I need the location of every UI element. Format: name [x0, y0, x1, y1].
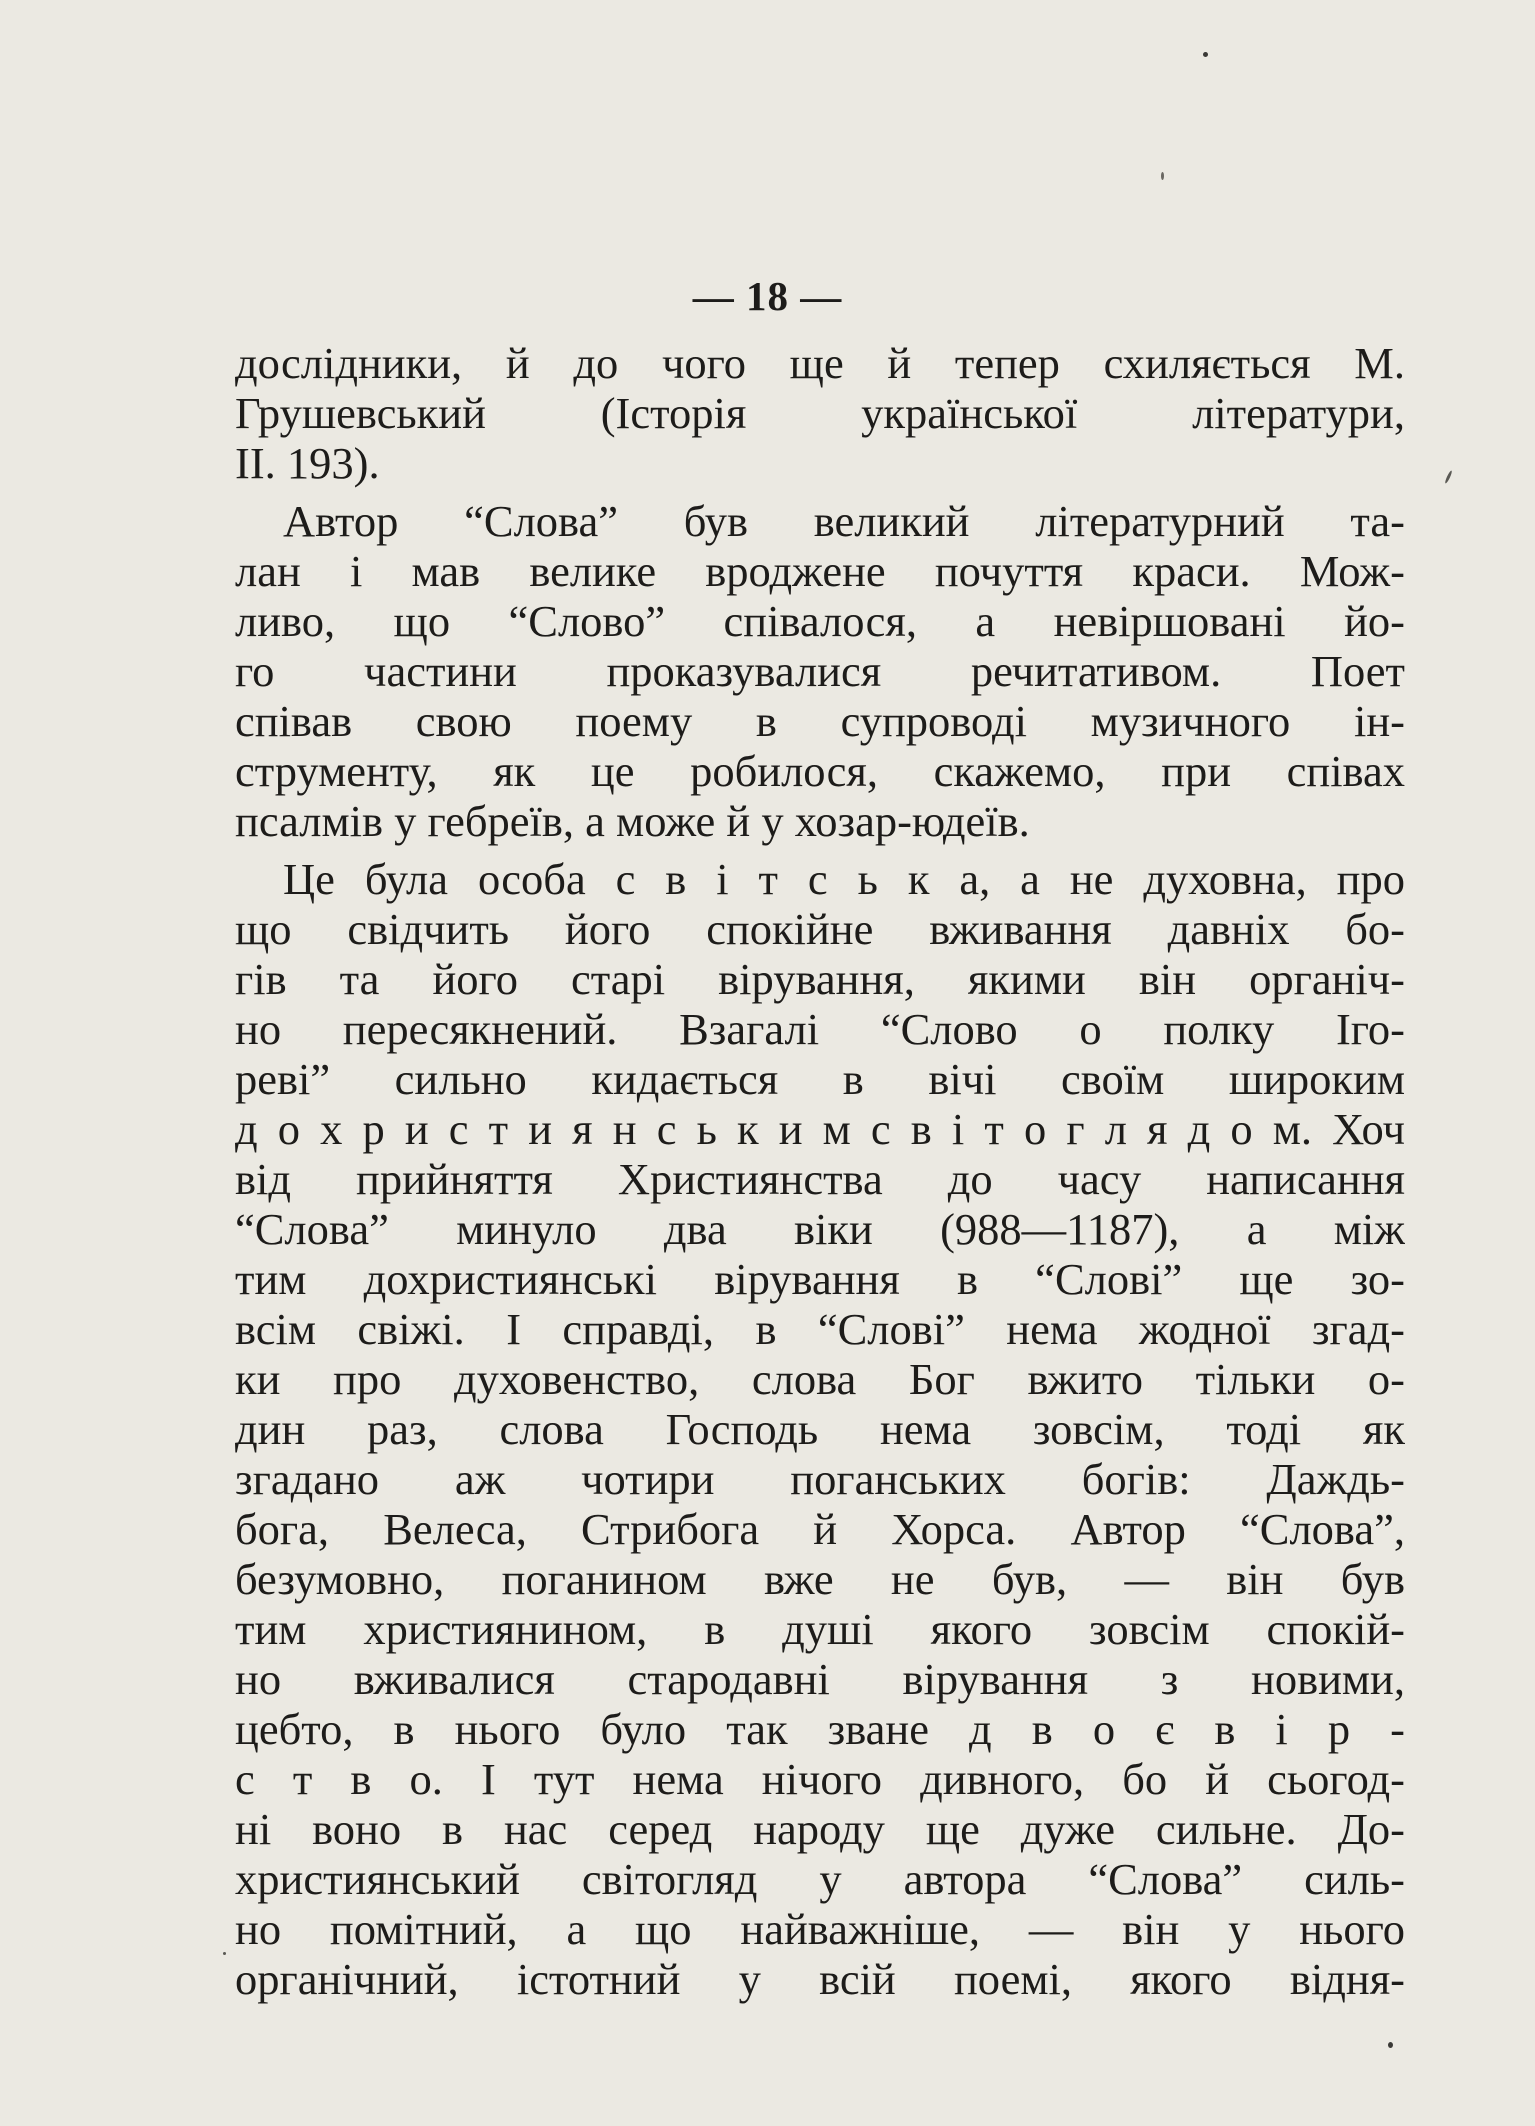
text-line: струменту, як це робилося, скажемо, при співах	[235, 746, 1405, 796]
text-line: но вживалися стародавні вірування з новими,	[235, 1654, 1405, 1704]
text-line: Грушевський (Історія української літератури,	[235, 388, 1405, 438]
text-line: но помітний, а що найважніше, — він у нього	[235, 1904, 1405, 1954]
text-line: органічний, істотний у всій поемі, якого відня-	[235, 1954, 1405, 2004]
text-line: безумовно, поганином вже не був, — він був	[235, 1554, 1405, 1604]
paper-speck	[1388, 2042, 1393, 2048]
text-line: ні воно в нас серед народу ще дуже сильне. До-	[235, 1804, 1405, 1854]
text-line: дослідники, й до чого ще й тепер схиляється М.	[235, 338, 1405, 388]
text-line: всім свіжі. І справді, в “Слові” нема жодної згад-	[235, 1304, 1405, 1354]
text-line: гів та його старі вірування, якими він органіч-	[235, 954, 1405, 1004]
text-line: від прийняття Християнства до часу написання	[235, 1154, 1405, 1204]
text-line: II. 193).	[235, 438, 380, 488]
text-line: тим християнином, в душі якого зовсім спокій-	[235, 1604, 1405, 1654]
text-line: ливо, що “Слово” співалося, а невіршовані йо-	[235, 596, 1405, 646]
text-line: с т в о. І тут нема нічого дивного, бо й сьогод-	[235, 1754, 1405, 1804]
text-line: псалмів у гебреїв, а може й у хозар-юдеїв.	[235, 796, 1030, 846]
text-line: цебто, в нього було так зване д в о є в і р -	[235, 1704, 1405, 1754]
paper-speck	[1161, 172, 1164, 180]
text-line: християнський світогляд у автора “Слова” силь-	[235, 1854, 1405, 1904]
text-line: дин раз, слова Господь нема зовсім, тоді як	[235, 1404, 1405, 1454]
text-line: бога, Велеса, Стрибога й Хорса. Автор “Слова”,	[235, 1504, 1405, 1554]
page-number: — 18 —	[692, 273, 843, 319]
text-line: го частини проказувалися речитативом. Поет	[235, 646, 1405, 696]
text-line: Це була особа с в і т с ь к а, а не духовна, про	[283, 854, 1405, 904]
text-line: згадано аж чотири поганських богів: Даждь-	[235, 1454, 1405, 1504]
text-line: Автор “Слова” був великий літературний та-	[283, 496, 1405, 546]
text-line: що свідчить його спокійне вживання давніх бо-	[235, 904, 1405, 954]
paper-speck	[1203, 52, 1208, 57]
paper-speck	[223, 1952, 226, 1955]
text-line: лан і мав велике вроджене почуття краси. Мож-	[235, 546, 1405, 596]
paper-speck	[1444, 470, 1453, 484]
text-line: тим дохристиянські вірування в “Слові” ще зо-	[235, 1254, 1405, 1304]
text-line: ки про духовенство, слова Бог вжито тільки о-	[235, 1354, 1405, 1404]
text-line: д о х р и с т и я н с ь к и м с в і т о г л я д о м. Хоч	[235, 1104, 1405, 1154]
text-line: но пересякнений. Взагалі “Слово о полку Іго-	[235, 1004, 1405, 1054]
text-line: “Слова” минуло два віки (988—1187), а між	[235, 1204, 1405, 1254]
text-line: реві” сильно кидається в вічі своїм широким	[235, 1054, 1405, 1104]
text-line: співав свою поему в супроводі музичного ін-	[235, 696, 1405, 746]
